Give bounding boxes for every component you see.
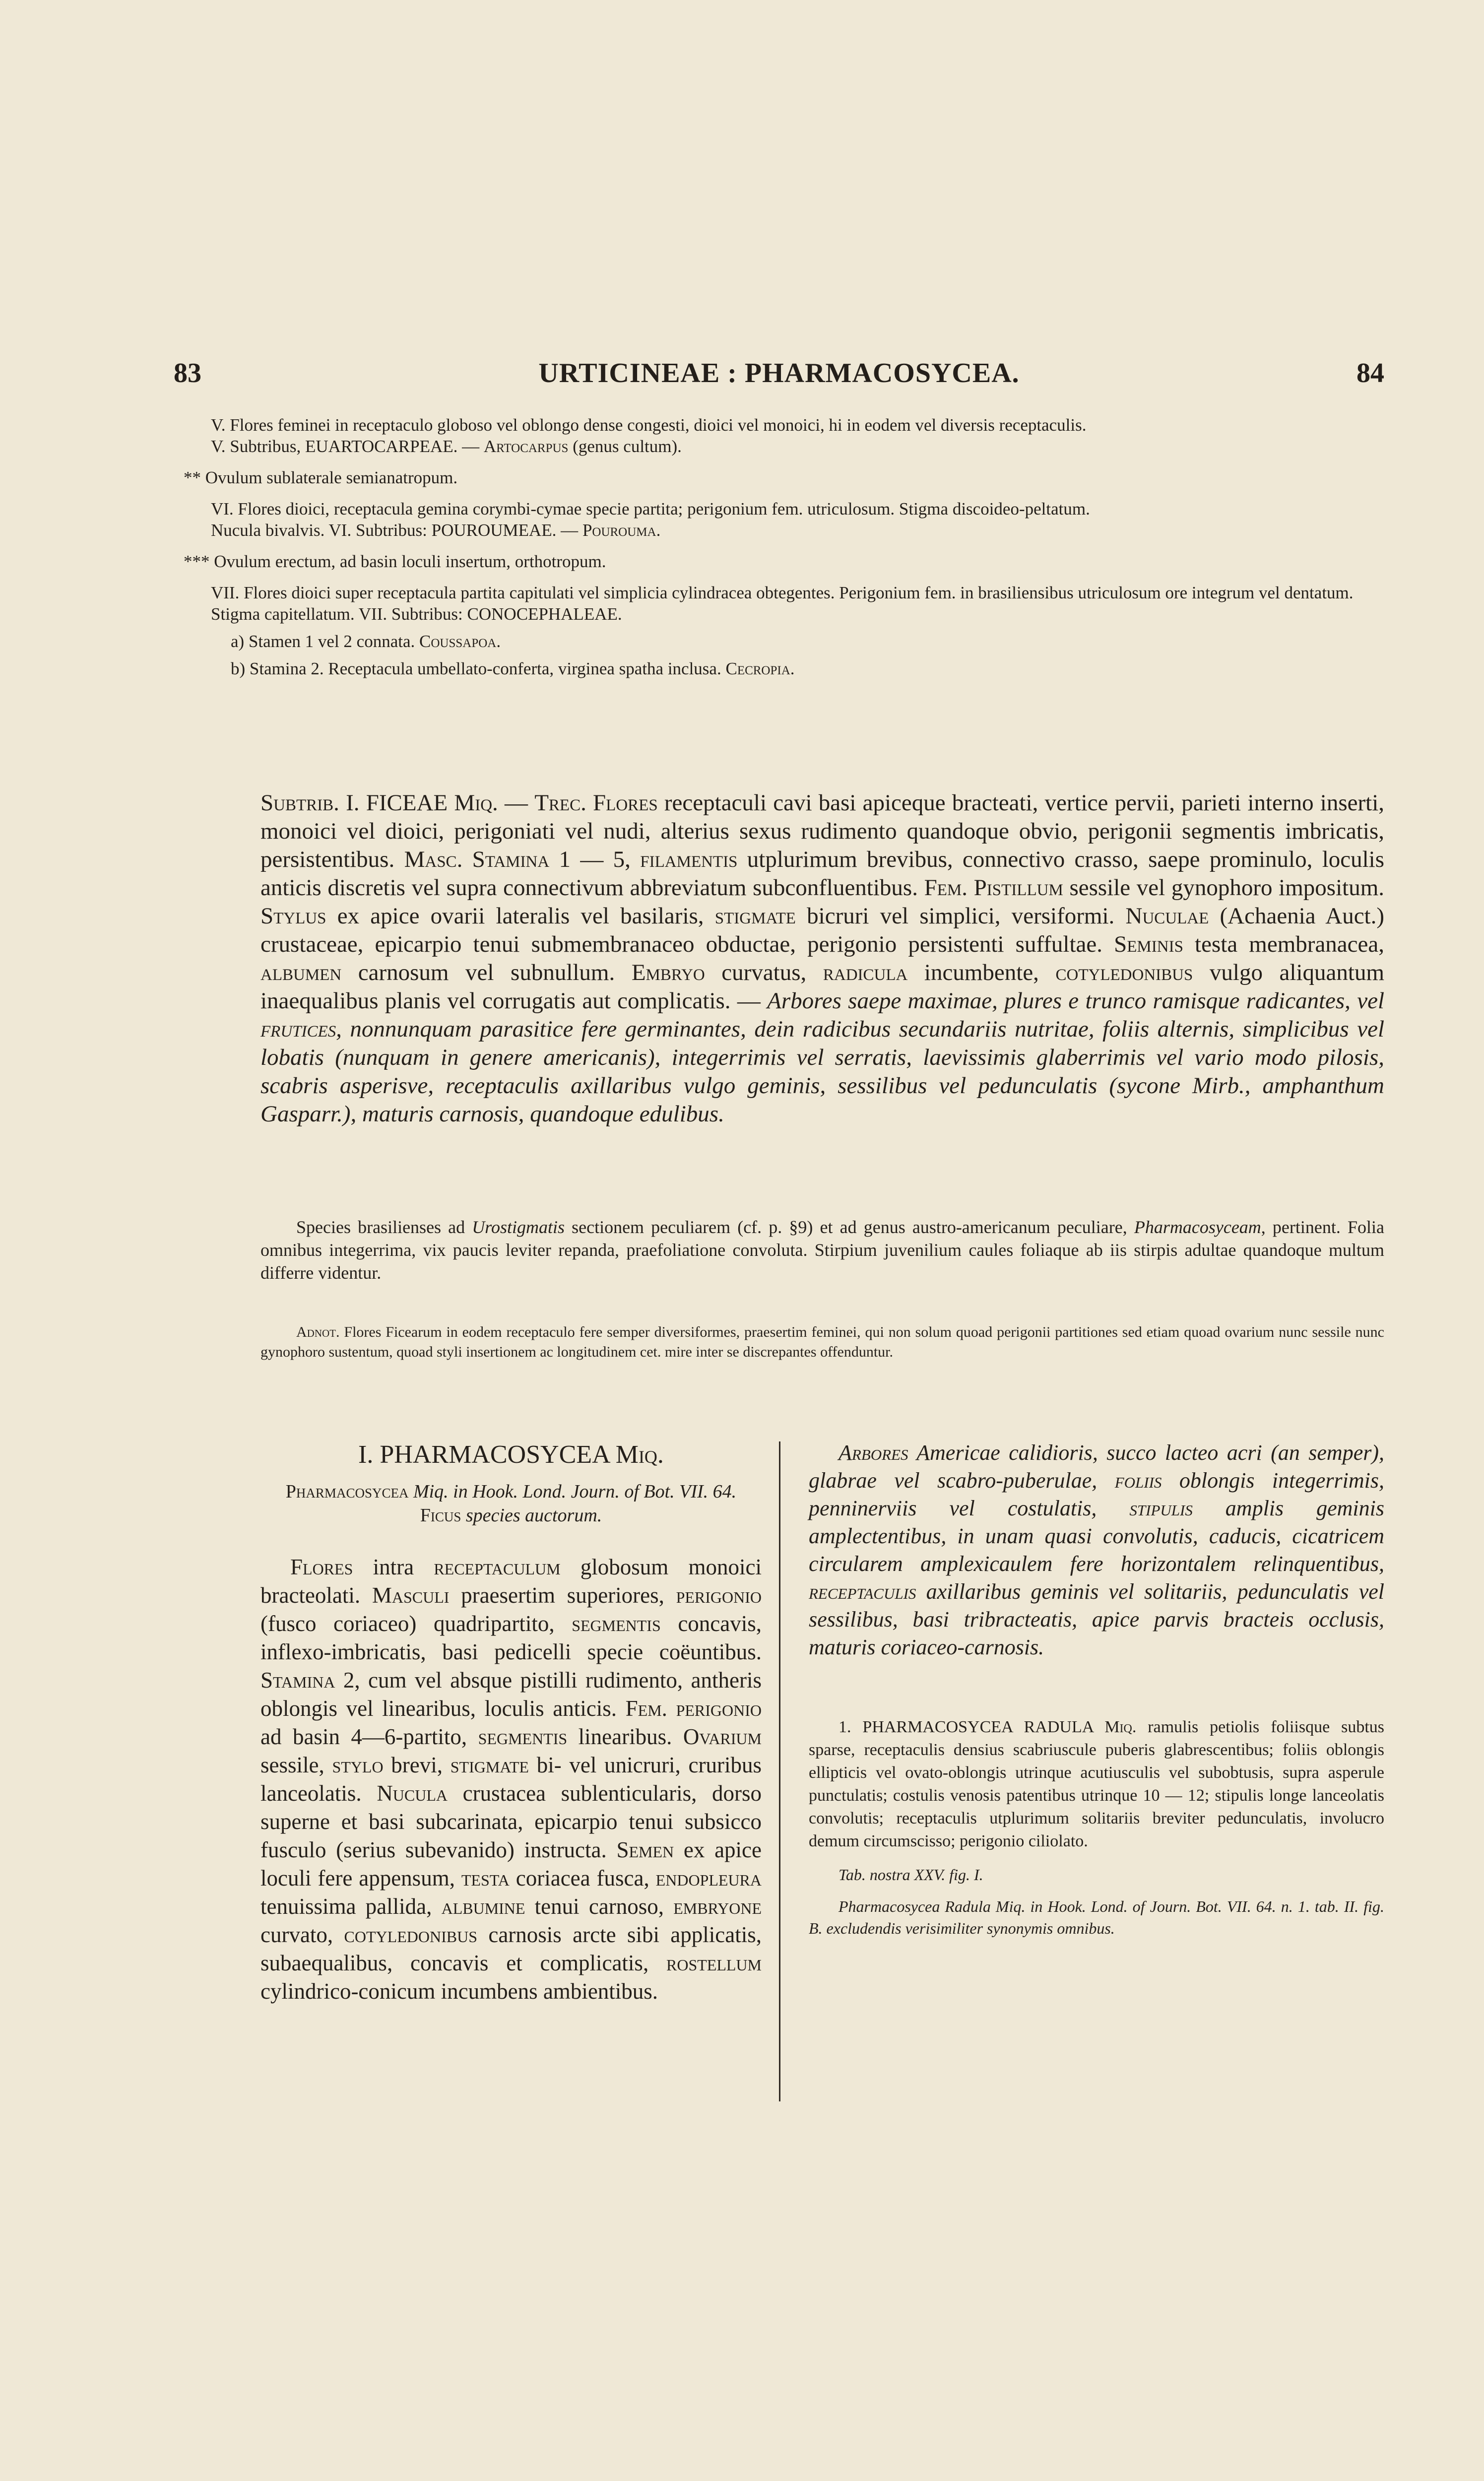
- term: segmentis: [572, 1611, 661, 1636]
- term: Stamina: [472, 847, 550, 872]
- species-name: 1. PHARMACOSYCEA RADULA: [839, 1718, 1105, 1736]
- text: Americae calidioris, succo lacteo acri (an semper), glabrae vel scabro-puberulae,: [809, 1440, 1384, 1493]
- key-line: [184, 631, 1384, 652]
- key-line: VII. Flores dioici super receptacula partita capitulati vel simplicia cylindracea obtegentes. Perigonium fem. in brasiliensibus utriculosum ore integrum vel dentatum. Stigma capitellatum. VII. Subtribus: CONOCEPHALEAE.: [211, 583, 1354, 624]
- page-number-right: 84: [1356, 358, 1384, 389]
- genus-column: [260, 1439, 762, 2006]
- text: ad basin 4—6-partito,: [260, 1724, 478, 1749]
- term: perigonio: [676, 1696, 762, 1721]
- text: amplis geminis amplectentibus, in unam quasi convolutis, caducis, cicatricem circularem amplexicaulem fere horizontalem relinquentibus,: [809, 1496, 1384, 1576]
- term: frutices: [260, 1016, 336, 1042]
- key-text: (genus cultum).: [568, 437, 682, 456]
- text: praesertim superiores,: [449, 1583, 676, 1608]
- species-note: [260, 1216, 1384, 1284]
- genus-habit: [809, 1439, 1384, 1661]
- genus-name: Coussapoa.: [419, 632, 501, 651]
- term: Nucula: [377, 1781, 448, 1806]
- key-line: *** Ovulum erectum, ad basin loculi insertum, orthotropum.: [184, 552, 606, 571]
- term: stigmate: [450, 1753, 529, 1777]
- term: Trec.: [534, 790, 586, 816]
- term: stigmate: [714, 903, 796, 929]
- term: stipulis: [1129, 1496, 1193, 1520]
- genus-name: Cecropia.: [725, 659, 795, 678]
- term: Flores: [593, 790, 658, 816]
- text: ramulis petiolis foliisque subtus sparse, receptaculis densius scabriuscule puberis glabrescentibus; foliis oblongis ellipticis vel ovato-oblongis utrinque acutiusculis vel subobtusis, supra asperule punctulatis; costulis venosis patentibus utrinque 10 — 12; stipulis longe lanceolatis convolutis; receptaculis utplurimum solitariis breviter pedunculatis, involucro demum circumscisso; perigonio ciliolato.: [809, 1718, 1384, 1850]
- term: foliis: [1114, 1468, 1162, 1493]
- key-line: V. Flores feminei in receptaculo globoso vel oblongo dense congesti, dioici vel monoici, hi in eodem vel diversis receptaculis.: [211, 415, 1087, 435]
- term: albumine: [441, 1894, 525, 1919]
- text: , pertinent. Folia omnibus integerrima, vix paucis leviter repanda, praefoliatione convoluta. Stirpium juvenilium caules foliaque ab iis stirpis adultae quandoque multum differre videntur.: [260, 1217, 1384, 1283]
- term: receptaculum: [434, 1555, 561, 1579]
- term: Stamina: [260, 1668, 335, 1693]
- text: 2, cum vel absque pistilli rudimento, antheris oblongis vel linearibus, loculis anticis.: [260, 1668, 762, 1721]
- page-number-left: 83: [174, 358, 201, 389]
- text: carnosum vel subnullum.: [341, 960, 632, 985]
- habit-text: , nonnunquam parasitice fere germinantes, dein radicibus secundariis nutritae, foliis alternis, simplicibus vel lobatis (nunquam in genere americanis), integerrimis vel serratis, laevissimis glaberrimis vel vario modo pilosis, scabris asperisve, receptaculis axillaribus vulgo geminis, sessilibus vel pedunculatis (sycone Mirb., amphanthum Gasparr.), maturis carnosis, quandoque edulibus.: [260, 1016, 1384, 1127]
- reference: species auctorum.: [461, 1505, 602, 1526]
- text: coriacea fusca,: [509, 1866, 656, 1891]
- term: albumen: [260, 960, 342, 985]
- annotation-label: Adnot.: [296, 1324, 340, 1340]
- text: axillaribus geminis vel solitariis, pedunculatis vel sessilibus, basi tribracteatis, apice parvis bracteis occlusis, maturis coriaceo-carnosis.: [809, 1579, 1384, 1659]
- text: bi- vel unicruri, cruribus lanceolatis.: [260, 1753, 762, 1806]
- ficeae-description: [260, 789, 1384, 1128]
- term: Nuculae: [1125, 903, 1209, 929]
- term: receptaculis: [809, 1579, 916, 1604]
- text: [968, 875, 974, 901]
- text: cylindrico-conicum incumbens ambientibus.: [260, 1979, 658, 2004]
- key-line: [184, 436, 1384, 457]
- term: Masculi: [372, 1583, 450, 1608]
- genus-synonym: [260, 1480, 762, 1503]
- text: —: [498, 790, 535, 816]
- term: Fem.: [625, 1696, 667, 1721]
- key-line: [184, 520, 1384, 541]
- text: sessile vel gynophoro impositum.: [1063, 875, 1384, 901]
- text: crustacea sublenticularis, dorso superne et basi subcarinata, epicarpio tenui subsicco fusculo (serius subevanido) instructa.: [260, 1781, 762, 1862]
- text: bicruri vel simplici, versiformi.: [795, 903, 1126, 929]
- subtribe-key: [184, 414, 1384, 679]
- text: [462, 847, 472, 872]
- subtribe-name: FICEAE: [359, 790, 454, 816]
- text: 1 — 5,: [549, 847, 641, 872]
- term: Masc.: [404, 847, 463, 872]
- taxon: Pharmacosycea: [285, 1481, 409, 1502]
- term: rostellum: [666, 1951, 762, 1975]
- text: I. PHARMACOSYCEA: [358, 1440, 616, 1469]
- author: Miq.: [1104, 1718, 1137, 1736]
- key-text: Nucula bivalvis. VI. Subtribus: POUROUMEAE. —: [211, 521, 582, 540]
- genus-synonym: [260, 1503, 762, 1527]
- page-header: [174, 357, 1384, 397]
- taxon: Urostigmatis: [472, 1217, 565, 1237]
- reference: Miq. in Hook. Lond. Journ. of Bot. VII. 64.: [408, 1481, 737, 1502]
- term: filamentis: [640, 847, 738, 872]
- taxon: Pharmacosyceam: [1134, 1217, 1261, 1237]
- term: Ovarium: [683, 1724, 762, 1749]
- text: incumbente,: [907, 960, 1056, 985]
- text: tenui carnoso,: [525, 1894, 674, 1919]
- key-line: [184, 658, 1384, 679]
- running-title: URTICINEAE : PHARMACOSYCEA.: [538, 358, 1020, 389]
- text: sectionem peculiarem (cf. p. §9) et ad genus austro-americanum peculiare,: [564, 1217, 1134, 1237]
- term: testa: [461, 1866, 510, 1891]
- text: linearibus.: [567, 1724, 683, 1749]
- term: segmentis: [478, 1724, 568, 1749]
- key-text: a) Stamen 1 vel 2 connata.: [231, 632, 420, 651]
- text: curvato,: [260, 1922, 344, 1947]
- species-description: [809, 1716, 1384, 1853]
- text: sessile,: [260, 1753, 332, 1777]
- text: [667, 1696, 676, 1721]
- term: stylo: [332, 1753, 384, 1777]
- text: ex apice loculi fere appensum,: [260, 1837, 762, 1891]
- term: Seminis: [1114, 931, 1183, 957]
- term: Stylus: [260, 903, 326, 929]
- text: ex apice ovarii lateralis vel basilaris,: [326, 903, 715, 929]
- text: utplurimum brevibus, connectivo crasso, saepe prominulo, loculis anticis discretis vel supra connectivum abbreviatum subconfluentibus.: [260, 847, 1385, 901]
- term: Flores: [290, 1555, 353, 1579]
- key-line: VI. Flores dioici, receptacula gemina corymbi-cymae specie partita; perigonium fem. utriculosum. Stigma discoideo-peltatum.: [211, 499, 1090, 519]
- genus-title: [260, 1439, 762, 1471]
- text: testa membranacea,: [1183, 931, 1384, 957]
- text: brevi,: [383, 1753, 451, 1777]
- author: Miq.: [454, 790, 498, 816]
- genus-name: Pourouma.: [582, 521, 661, 540]
- term: Embryo: [631, 960, 705, 985]
- genus-name: Artocarpus: [483, 437, 569, 456]
- text: vulgo aliquantum inaequalibus planis vel corrugatis aut complicatis. —: [260, 960, 1384, 1014]
- text: (Achaenia Auct.) crustaceae, epicarpio tenui submembranaceo obductae, perigonio persistenti suffultae.: [260, 903, 1385, 957]
- term: embryone: [673, 1894, 762, 1919]
- term: cotyledonibus: [1055, 960, 1193, 985]
- subtribe-label: Subtrib. I.: [260, 790, 360, 816]
- text: Flores Ficearum in eodem receptaculo fere semper diversiformes, praesertim feminei, qui non solum quoad perigonii partitiones sed etiam quoad ovarium nunc sessile nunc gynophoro sustentum, quoad styli insertionem ac longitudinem cet. mire inter se discrepantes offenduntur.: [260, 1324, 1384, 1360]
- habit-text: Arbores saepe maximae, plures e trunco ramisque radicantes, vel: [767, 988, 1384, 1014]
- term: cotyledonibus: [344, 1922, 477, 1947]
- text: receptaculi cavi basi apiceque bracteati, vertice pervii, parieti interno inserti, monoici vel dioici, perigoniati vel nudi, alterius sexus rudimento quandoque obvio, perigonii segmentis imbricatis, persistentibus.: [260, 790, 1384, 872]
- ficeae-paragraph: [260, 789, 1384, 1128]
- key-line: ** Ovulum sublaterale semianatropum.: [184, 468, 458, 487]
- plate-reference: Tab. nostra XXV. fig. I.: [839, 1866, 983, 1884]
- term: Pistillum: [973, 875, 1063, 901]
- term: Arbores: [839, 1440, 908, 1465]
- annotation-note: [260, 1322, 1384, 1362]
- column-divider: [779, 1441, 780, 2101]
- text: intra: [353, 1555, 434, 1579]
- text: curvatus,: [705, 960, 823, 985]
- key-text: V. Subtribus, EUARTOCARPEAE. —: [211, 437, 484, 456]
- text: concavis, inflexo-imbricatis, basi pedicelli specie coëuntibus.: [260, 1611, 762, 1664]
- text: (fusco coriaceo) quadripartito,: [260, 1611, 572, 1636]
- text: oblongis integerrimis, penninerviis vel costulatis,: [809, 1468, 1384, 1520]
- term: radicula: [823, 960, 908, 985]
- term: perigonio: [676, 1583, 762, 1608]
- text: Species brasilienses ad: [296, 1217, 472, 1237]
- literature-reference: Pharmacosycea Radula Miq. in Hook. Lond. of Journ. Bot. VII. 64. n. 1. tab. II. fig. B. excludendis verisimiliter synonymis omnibus.: [809, 1897, 1384, 1937]
- habit-column: [809, 1439, 1384, 1939]
- term: endopleura: [655, 1866, 762, 1891]
- genus-description: [260, 1553, 762, 2006]
- text: globosum monoici bracteolati.: [260, 1555, 762, 1608]
- term: Fem.: [924, 875, 968, 901]
- key-text: b) Stamina 2. Receptacula umbellato-conferta, virginea spatha inclusa.: [231, 659, 726, 678]
- text: carnosis arcte sibi applicatis, subaequalibus, concavis et complicatis,: [260, 1922, 762, 1975]
- text: tenuissima pallida,: [260, 1894, 442, 1919]
- text: [586, 790, 593, 816]
- author: Miq.: [615, 1440, 664, 1469]
- term: Semen: [616, 1837, 674, 1862]
- taxon: Ficus: [420, 1505, 461, 1526]
